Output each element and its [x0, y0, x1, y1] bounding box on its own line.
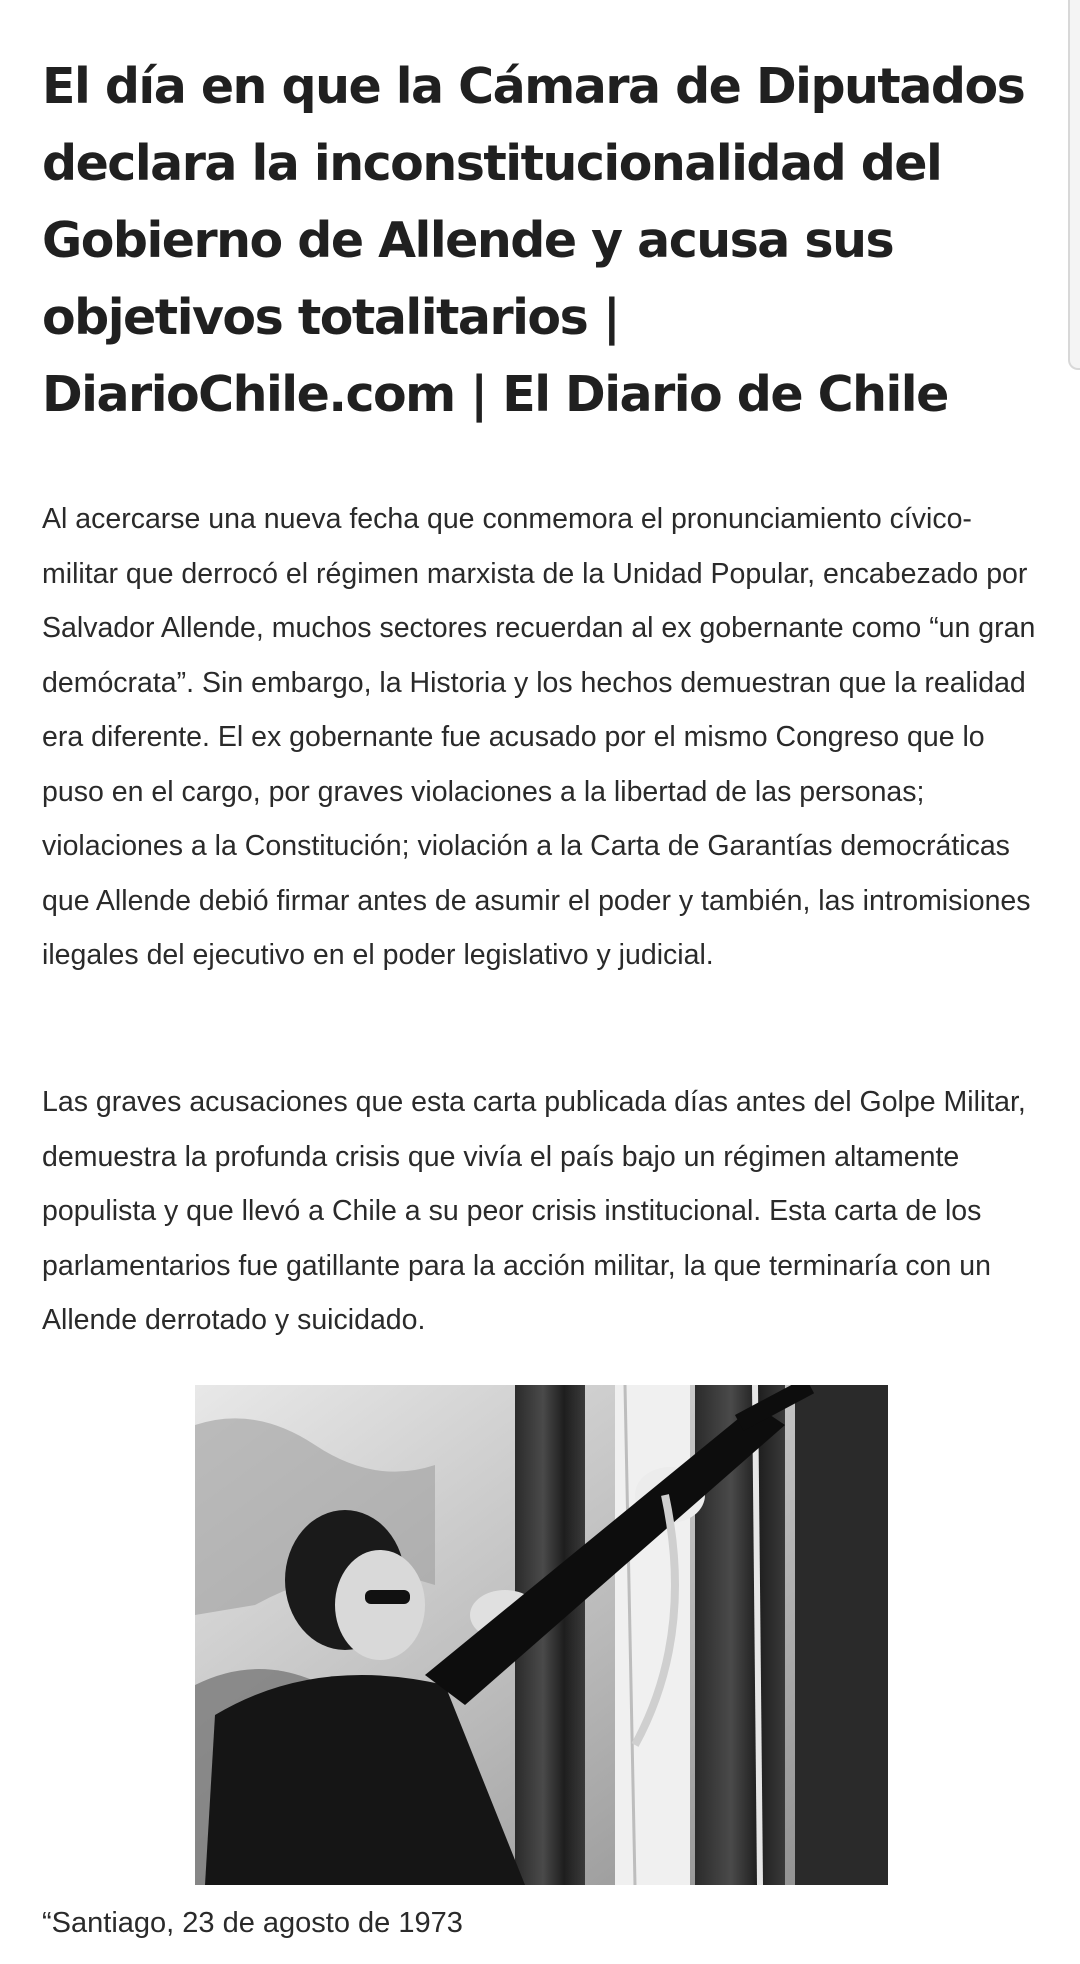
- article-title: El día en que la Cámara de Diputados declara la inconstitucionalidad del Gobierno de Allende y acusa sus objetivos totalitarios | DiarioChile.com | El Diario de Chile: [42, 58, 1025, 423]
- article-photo[interactable]: [195, 1385, 888, 1885]
- article-paragraph-2: Las graves acusaciones que esta carta publicada días antes del Golpe Militar, demuestra la profunda crisis que vivía el país bajo un régimen altamente populista y que llevó a Chile a su peor crisis institucional. Esta carta de los parlamentarios fue gatillante para la acción militar, la que terminaría con un Allende derrotado y suicidado.: [42, 1086, 1026, 1336]
- scrollbar-edge[interactable]: [1068, 0, 1080, 370]
- photo-caption: “Santiago, 23 de agosto de 1973: [42, 1907, 463, 1939]
- article-paragraph-1: Al acercarse una nueva fecha que conmemora el pronunciamiento cívico-militar que derrocó el régimen marxista de la Unidad Popular, encabezado por Salvador Allende, muchos sectores recuerdan al ex gobernante como “un gran demócrata”. Sin embargo, la Historia y los hechos demuestran que la realidad era diferente. El ex gobernante fue acusado por el mismo Congreso que lo puso en el cargo, por graves violaciones a la libertad de las personas; violaciones a la Constitución; violación a la Carta de Garantías democráticas que Allende debió firmar antes de asumir el poder y también, las intromisiones ilegales del ejecutivo en el poder legislativo y judicial.: [42, 503, 1036, 971]
